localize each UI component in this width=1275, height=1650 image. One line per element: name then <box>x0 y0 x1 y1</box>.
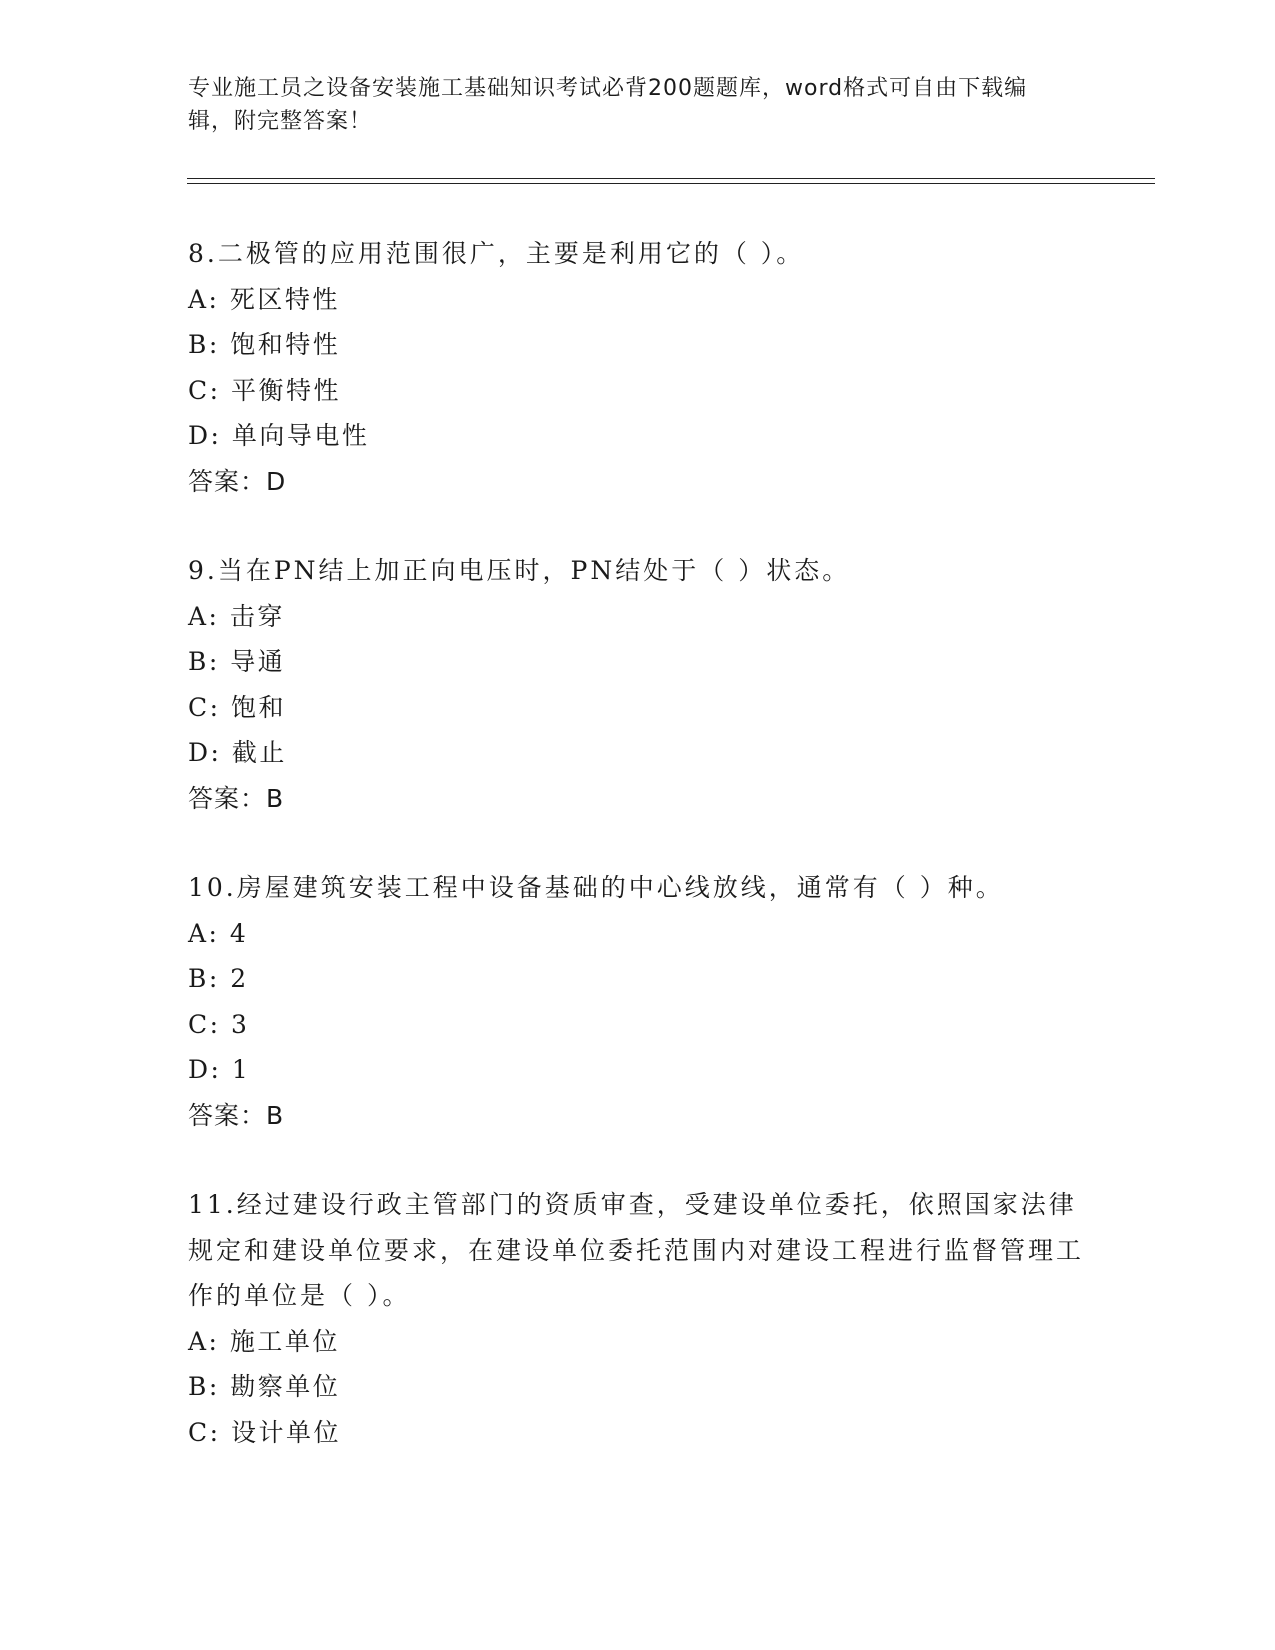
option-d: D: 1 <box>188 1055 251 1084</box>
option-d: D: 截止 <box>188 738 287 767</box>
option-d: D: 单向导电性 <box>188 421 370 450</box>
header-divider-top <box>187 178 1155 179</box>
question-stem: 10.房屋建筑安装工程中设备基础的中心线放线，通常有（ ）种。 <box>188 873 1004 902</box>
question-stem: 9.当在PN结上加正向电压时，PN结处于（ ）状态。 <box>188 556 851 585</box>
option-b: B: 导通 <box>188 647 286 676</box>
question-11 <box>188 1182 1088 1455</box>
answer-label: 答案：B <box>188 783 285 813</box>
option-a: A: 施工单位 <box>188 1326 340 1356</box>
question-9 <box>188 548 1088 821</box>
option-c: C: 饱和 <box>188 692 286 722</box>
question-stem: 11.经过建设行政主管部门的资质审查，受建设单位委托，依照国家法律规定和建设单位要求，在建设单位委托范围内对建设工程进行监督管理工作的单位是（ ）。 <box>188 1190 1085 1310</box>
option-a: A: 击穿 <box>188 601 285 631</box>
answer-label: 答案：B <box>188 1100 285 1130</box>
option-b: B: 饱和特性 <box>188 330 341 359</box>
option-c: C: 设计单位 <box>188 1417 341 1447</box>
option-a: A: 死区特性 <box>188 284 340 314</box>
document-header: 专业施工员之设备安装施工基础知识考试必背200题题库，word格式可自由下载编辑，附完整答案！ <box>188 76 1028 134</box>
question-stem: 8.二极管的应用范围很广，主要是利用它的（ ）。 <box>188 239 805 268</box>
question-8 <box>188 231 1088 504</box>
option-c: C: 3 <box>188 1009 250 1039</box>
answer-label: 答案：D <box>188 466 287 496</box>
option-b: B: 勘察单位 <box>188 1372 341 1401</box>
header-divider-bottom <box>187 183 1155 184</box>
question-list <box>188 231 1088 1499</box>
option-a: A: 4 <box>188 918 249 948</box>
option-b: B: 2 <box>188 964 249 993</box>
question-10 <box>188 865 1088 1138</box>
option-c: C: 平衡特性 <box>188 375 341 405</box>
